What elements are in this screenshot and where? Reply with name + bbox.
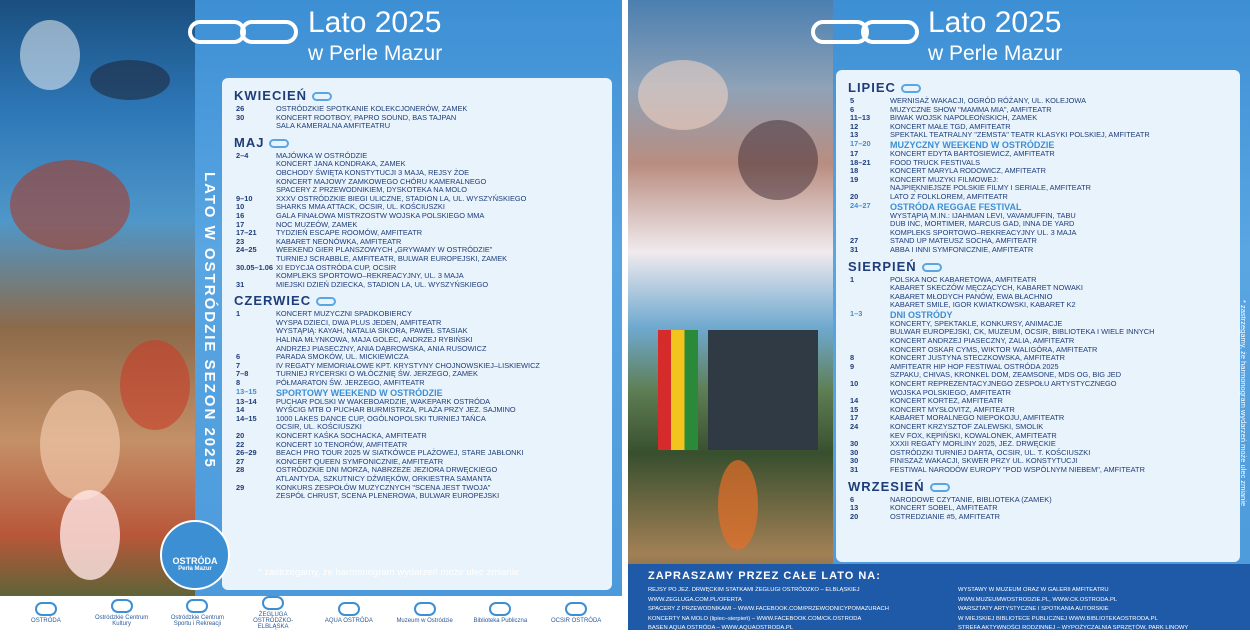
event-date: 31 (850, 464, 859, 474)
footer-line: STREFA AKTYWNOŚCI RODZINNEJ – WYPOŻYCZALNIA SPRZĘTÓW, PARK LINOWY (958, 625, 1189, 632)
event-title: ATLANTYDA, SZKUTNICY DŹWIĘKÓW, ORKIESTRA SAMANTA (276, 473, 492, 483)
event-date: 14 (236, 405, 245, 415)
event-date: 1 (850, 274, 855, 284)
event-date (230, 327, 276, 336)
footer-line: REJSY PO JEZ. DRWĘCKIM STATKAMI ŻEGLUGI OSTRÓDZKO – ELBLĄSKIEJ (648, 587, 860, 593)
footer-col-1 (648, 586, 948, 634)
event-date: 17 (850, 413, 859, 423)
sponsor-logo (319, 602, 379, 624)
logo-mark-icon (489, 602, 511, 616)
event-title: NOC MUZEÓW, ZAMEK (276, 219, 358, 229)
infinity-icon (901, 84, 921, 93)
month-heading (848, 259, 1232, 274)
event-date: 24–27 (850, 200, 871, 210)
logo-mark-icon (414, 602, 436, 616)
event-date (230, 178, 276, 187)
event-title: KONKURS ZESPOŁÓW MUZYCZNYCH "SCENA JEST TWOJA" (276, 482, 491, 492)
event-title: OSTRÓDA REGGAE FESTIVAL (890, 201, 1022, 212)
event-title: KABARET MŁODYCH PANÓW, EWA BŁACHNIO (890, 291, 1053, 301)
event-title: BIWAK WOJSK NAPOLEOŃSKICH, ZAMEK (890, 113, 1038, 123)
left-poster (0, 0, 622, 630)
event-title: BEACH PRO TOUR 2025 W SIATKÓWCE PLAŻOWEJ, STARE JABŁONKI (276, 448, 524, 458)
event-date (844, 220, 890, 229)
event-title: FINISZAŻ WAKACJI, SKWER PRZY UL. KONSTYTUCJI (890, 456, 1078, 466)
logo-text: OCSIR OSTRÓDA (550, 618, 602, 624)
event-row (844, 466, 1232, 475)
logo-mark-icon (565, 602, 587, 616)
logo-text: Muzeum w Ostródzie (396, 618, 453, 624)
event-date: 18 (850, 166, 859, 176)
event-title: TYDZIEŃ ESCAPE ROOMÓW, AMFITEATR (276, 228, 423, 238)
event-date: 7–8 (236, 369, 249, 379)
event-date: 22 (236, 439, 245, 449)
month-name: KWIECIEŃ (234, 88, 307, 103)
event-date: 8 (850, 353, 855, 363)
event-title: OCSIR, UL. KOŚCIUSZKI (276, 422, 362, 432)
footer-line: BASEN AQUA OSTRÓDA – WWW.AQUAOSTRODA.PL (648, 625, 793, 632)
event-date: 27 (236, 456, 245, 466)
event-title: MUZYCZNY WEEKEND W OSTRÓDZIE (890, 139, 1055, 150)
event-title: NARODOWE CZYTANIE, BIBLIOTEKA (ZAMEK) (890, 494, 1052, 504)
event-title: KONCERTY, SPEKTAKLE, KONKURSY, ANIMACJE (890, 318, 1063, 328)
event-date: 17 (850, 148, 859, 158)
event-title: WYSPA DZIECI, DWA PLUS JEDEN, AMFITEATR (276, 317, 442, 327)
title-main: Lato 2025 (308, 6, 442, 39)
event-title: KOMPLEKS SPORTOWO–REKREACYJNY, UL. 3 MAJA (276, 271, 464, 281)
month-name: SIERPIEŃ (848, 258, 917, 274)
footer-line: KONCERTY NA MOLO (lipiec–sierpień) – WWW.FACEBOOK.COM/CK.OSTRODA (648, 615, 862, 622)
event-title: GALA FINAŁOWA MISTRZOSTW WOJSKA POLSKIEGO MMA (276, 210, 485, 220)
event-title: ANDRZEJ PIASECZNY, ANIA DĄBROWSKA, ANIA RUSOWICZ (276, 343, 487, 353)
infinity-icon (316, 297, 336, 306)
event-title: PÓŁMARATON ŚW. JERZEGO, AMFITEATR (276, 378, 425, 388)
event-date: 13–15 (236, 386, 257, 396)
ostroda-badge (160, 520, 230, 590)
event-date: 15 (850, 404, 859, 414)
event-title: SHARKS MMA ATTACK, OCSIR, UL. KOŚCIUSZKI (276, 202, 445, 212)
event-date: 13 (850, 130, 859, 140)
event-row (230, 281, 604, 290)
event-date (844, 293, 890, 302)
sponsor-logo (546, 602, 606, 624)
event-date: 9–10 (236, 193, 253, 203)
event-title: KONCERT MUZYCZNI SPADKOBIERCY (276, 309, 412, 319)
event-title: OSTRÓDZKIE SPOTKANIE KOLEKCJONERÓW, ZAMEK (276, 104, 468, 113)
event-date (230, 122, 276, 131)
logo-infinity-icon (188, 20, 246, 44)
title-sub: w Perle Mazur (308, 42, 443, 65)
event-date: 26 (236, 104, 245, 113)
month-heading (234, 293, 604, 308)
event-row (844, 131, 1232, 140)
event-date: 20 (850, 511, 859, 521)
event-title: NAJPIĘKNIEJSZE POLSKIE FILMY I SERIALE, AMFITEATR (890, 183, 1091, 193)
event-title: WYŚCIG MTB O PUCHAR BURMISTRZA, PLAŻA PRZY JEZ. SAJMINO (276, 405, 516, 415)
event-date: 27 (850, 236, 859, 246)
event-date (230, 492, 276, 501)
event-date: 30 (850, 439, 859, 449)
festival-crowd-photo (628, 0, 833, 630)
logo-text: OSTRÓDA (31, 618, 61, 624)
event-title: KONCERT KORTEZ, AMFITEATR (890, 396, 1003, 406)
event-date: 30.05–1.06 (236, 262, 273, 272)
sponsor-logo (395, 602, 455, 624)
event-title: KEV FOX, KĘPIŃSKI, KOWALONEK, AMFITEATR (890, 430, 1057, 440)
logo-text: Biblioteka Publiczna (473, 618, 528, 624)
event-title: KONCERT QUEEN SYMFONICZNIE, AMFITEATR (276, 456, 444, 466)
vertical-season-text: LATO W OSTRÓDZIE SEZON 2025 (201, 171, 218, 469)
event-date (844, 320, 890, 329)
event-date: 30 (850, 447, 859, 457)
logo-mark-icon (111, 599, 133, 613)
event-row (230, 379, 604, 388)
summer-offers-footer (628, 564, 1250, 641)
event-title: DNI OSTRÓDY (890, 309, 953, 320)
event-title: KONCERT KAŚKA SOCHACKA, AMFITEATR (276, 431, 427, 440)
infinity-icon (930, 483, 950, 492)
title-sub: w Perle Mazur (928, 42, 1063, 65)
event-date (844, 212, 890, 221)
event-date: 20 (236, 431, 245, 440)
event-row (844, 246, 1232, 255)
month-heading (848, 80, 1232, 95)
event-row (844, 193, 1232, 202)
event-title: SALA KAMERALNA AMFITEATRU (276, 121, 391, 131)
event-title: WERNISAŻ WAKACJI, OGRÓD RÓŻANY, UL. KOLEJOWA (890, 96, 1087, 105)
footer-line: PARK COLLISA – MINI GOLF, LINARIUM, PUMPTRACK, GOKARTY – WWW.OCSIR.PL (958, 634, 1188, 641)
month-heading (234, 135, 604, 150)
footer-line: WYSTAWY W MUZEUM ORAZ W GALERII AMFITEATRU (958, 587, 1109, 593)
event-date: 31 (236, 279, 245, 289)
event-title: MIEJSKI DZIEŃ DZIECKA, STADION LA, UL. WYSZYŃSKIEGO (276, 279, 489, 289)
sponsor-logo (243, 596, 303, 630)
event-date: 26–29 (236, 448, 257, 458)
month-name: MAJ (234, 134, 265, 150)
right-poster (628, 0, 1250, 641)
event-row (844, 513, 1232, 522)
event-title: XXXV OSTRÓDZKIE BIEGI ULICZNE, STADION LA, UL. WYSZYŃSKIEGO (276, 193, 527, 203)
event-title: OBCHODY ŚWIĘTA KONSTYTUCJI 3 MAJA, REJSY ŻOE (276, 167, 470, 177)
month-heading (234, 88, 604, 103)
event-date (230, 319, 276, 328)
event-row (230, 122, 604, 131)
event-title: OSTRÓDZKIE DNI MORZA, NABRZEŻE JEZIORA DRWĘCKIEGO (276, 465, 498, 475)
badge-name: OSTRÓDA (172, 556, 218, 566)
schedule-card-left (222, 78, 612, 590)
event-title: KONCERT OSKAR CYMS, WIKTOR WALIGÓRA, AMFITEATR (890, 344, 1098, 354)
event-title: KONCERT REPREZENTACYJNEGO ZESPOŁU ARTYSTYCZNEGO (890, 379, 1117, 389)
logo-text: Ostródzkie Centrum Kultury (94, 615, 149, 627)
event-date: 1–3 (850, 308, 863, 318)
event-title: KONCERT JANA KONDRAKA, ZAMEK (276, 159, 406, 169)
event-title: KONCERT JUSTYNA STECZKOWSKA, AMFITEATR (890, 353, 1065, 363)
event-title: 1000 LAKES DANCE CUP, OGÓLNOPOLSKI TURNIEJ TAŃCA (276, 413, 486, 423)
event-title: KONCERT ANDRZEJ PIASECZNY, ZALIA, AMFITEATR (890, 336, 1075, 346)
event-title: ZESPÓŁ CHRUST, SCENA PLENEROWA, BULWAR EUROPEJSKI (276, 491, 500, 501)
event-title: WYSTĄPIĄ M.IN.: IJAHMAN LEVI, VAVAMUFFIN, TABU (890, 210, 1076, 220)
logo-infinity-icon (861, 20, 919, 44)
sponsor-logos (0, 596, 622, 630)
event-date: 23 (236, 236, 245, 246)
event-date (844, 328, 890, 337)
event-title: PARADA SMOKÓW, UL. MICKIEWICZA (276, 352, 409, 362)
event-date: 30 (850, 456, 859, 466)
event-title: WEEKEND GIER PLANSZOWYCH „GRYWAMY W OSTRÓDZIE" (276, 245, 493, 255)
badge-sub: Perła Mazur (178, 566, 212, 572)
footer-col-2 (958, 586, 1248, 644)
event-date: 12 (850, 121, 859, 131)
event-date: 11–13 (850, 113, 871, 123)
event-date: 17–21 (236, 228, 257, 238)
event-title: OSTREDZIANIE #5, AMFITEATR (890, 511, 1000, 521)
event-title: KABARET NEONÓWKA, AMFITEATR (276, 236, 402, 246)
disclaimer-vertical: * zastrzegamy, że harmonogram wydarzeń może ulec zmianie (1239, 300, 1248, 507)
event-title: KONCERT EDYTA BARTOSIEWICZ, AMFITEATR (890, 148, 1055, 158)
event-date: 19 (850, 174, 859, 184)
event-title: KONCERT SOBEL, AMFITEATR (890, 503, 998, 513)
month-name: WRZESIEŃ (848, 478, 925, 494)
event-date: 28 (236, 465, 245, 475)
event-title: FESTIWAL NARODÓW EUROPY "POD WSPÓLNYM NIEBEM", AMFITEATR (890, 464, 1145, 474)
event-date: 6 (850, 494, 855, 504)
event-title: WOJSKA POLSKIEGO, AMFITEATR (890, 387, 1012, 397)
logo-mark-icon (35, 602, 57, 616)
event-date: 6 (236, 352, 241, 362)
sponsor-logo (470, 602, 530, 624)
event-title: KOMPLEKS SPORTOWO–REKREACYJNY UL. 3 MAJA (890, 227, 1077, 237)
event-date: 8 (236, 378, 241, 388)
event-title: ABBA I INNI SYMFONICZNIE, AMFITEATR (890, 244, 1034, 254)
month-name: CZERWIEC (234, 293, 312, 309)
schedule-card-right (836, 70, 1240, 562)
event-title: KABARET SKECZÓW MĘCZĄCYCH, KABARET NOWAKI (890, 283, 1083, 293)
event-title: KONCERT MARYLA RODOWICZ, AMFITEATR (890, 166, 1046, 176)
footer-line: W MIEJSKIEJ BIBLIOTECE PUBLICZNEJ WWW.BIBLIOTEKAOSTRODA.PL (958, 615, 1158, 622)
event-title: KONCERT MUZYKI FILMOWEJ: (890, 174, 999, 184)
event-date: 9 (850, 361, 855, 371)
event-date: 10 (850, 379, 859, 389)
disclaimer-note: * zastrzegamy, że harmonogram wydarzeń może ulec zmianie (258, 567, 520, 578)
event-title: STAND UP MATEUSZ SOCHA, AMFITEATR (890, 236, 1037, 246)
event-date: 20 (850, 191, 859, 201)
logo-text: Ostródzkie Centrum Sportu i Rekreacji (170, 615, 225, 627)
event-date: 10 (236, 202, 245, 212)
event-title: KONCERT KRZYSZTOF ZALEWSKI, SMOLIK (890, 422, 1044, 431)
event-date: 17–20 (850, 138, 871, 148)
logo-text: ŻEGLUGA OSTRÓDZKO-ELBLĄSKA (253, 612, 294, 630)
event-title: MAJÓWKA W OSTRÓDZIE (276, 150, 368, 160)
logo-text: AQUA OSTRÓDA (324, 618, 373, 624)
event-title: KONCERT 10 TENORÓW, AMFITEATR (276, 439, 408, 449)
event-title: SPEKTAKL TEATRALNY "ZEMSTA" TEATR KLASYKI POLSKIEJ, AMFITEATR (890, 130, 1150, 140)
event-date: 5 (850, 96, 855, 105)
footer-line: WWW.ZEGLUGA.COM.PL/OFERTA (648, 596, 742, 603)
event-title: FOOD TRUCK FESTIVALS (890, 157, 981, 167)
event-title: TURNIEJ RYCERSKI O WŁÓCZNIĘ ŚW. JERZEGO, ZAMEK (276, 369, 478, 379)
event-date: 14–15 (236, 413, 257, 423)
event-title: MUZYCZNE SHOW "MAMMA MIA", AMFITEATR (890, 104, 1052, 114)
event-date: 13–14 (236, 396, 257, 406)
event-title: BULWAR EUROPEJSKI, CK, MUZEUM, OCSIR, BIBLIOTEKA I WIELE INNYCH (890, 327, 1155, 337)
infinity-icon (922, 263, 942, 272)
event-title: XI EDYCJA OSTRÓDA CUP, OCSIR (276, 262, 397, 272)
event-date: 7 (236, 360, 241, 370)
event-title: SPORTOWY WEEKEND W OSTRÓDZIE (276, 387, 443, 398)
footer-line: WARSZTATY ARTYSTYCZNE I SPOTKANIA AUTORSKIE (958, 606, 1109, 613)
event-date (230, 160, 276, 169)
event-row (844, 301, 1232, 310)
title-main: Lato 2025 (928, 6, 1062, 39)
event-date: 29 (236, 482, 245, 492)
footer-line: SPACERY Z PRZEWODNIKAMI – WWW.FACEBOOK.COM/PRZEWODNICYPOMAZURACH (648, 606, 889, 613)
footer-line: WWW.MUZEUMWOSTRODZIE.PL, WWW.CK.OSTRODA.PL (958, 596, 1118, 603)
logo-mark-icon (262, 596, 284, 610)
event-date: 1 (236, 309, 241, 319)
event-title: LATO Z FOLKLOREM, AMFITEATR (890, 191, 1008, 201)
event-date: 31 (850, 244, 859, 254)
event-date (844, 337, 890, 346)
event-date: 13 (850, 503, 859, 513)
event-date: 30 (236, 112, 245, 122)
event-date (230, 169, 276, 178)
sponsor-logo (167, 599, 227, 627)
sponsor-logo (16, 602, 76, 624)
month-heading (848, 479, 1232, 494)
event-title: XXXII REGATY MORLINY 2025, JEZ. DRWĘCKIE (890, 439, 1056, 449)
infinity-icon (269, 139, 289, 148)
event-date (844, 284, 890, 293)
month-name: LIPIEC (848, 80, 896, 95)
event-title: PUCHAR POLSKI W WAKEBOARDZIE, WAKEPARK OSTRÓDA (276, 396, 491, 406)
event-title: IV REGATY MEMORIAŁOWE KPT. KRYSTYNY CHOJNOWSKIEJ–LISKIEWICZ (276, 360, 540, 370)
event-date: 6 (850, 104, 855, 114)
event-title: KABARET MORALNEGO NIEPOKOJU, AMFITEATR (890, 413, 1065, 423)
event-date (230, 336, 276, 345)
event-date: 18–21 (850, 157, 871, 167)
infinity-icon (312, 92, 332, 101)
event-date: 14 (850, 396, 859, 406)
logo-mark-icon (186, 599, 208, 613)
event-title: SZPAKU, CHIVAS, KRONKEL DOM, ZEAMSONE, MDS OG, BIG JED (890, 370, 1122, 380)
event-date: 24–25 (236, 245, 257, 255)
logo-infinity-icon (240, 20, 298, 44)
sponsor-logo (92, 599, 152, 627)
footer-heading: ZAPRASZAMY PRZEZ CAŁE LATO NA: (648, 570, 881, 582)
event-title: AMFITEATR HIP HOP FESTIWAL OSTRÓDA 2025 (890, 361, 1059, 371)
event-row (230, 492, 604, 501)
event-title: HALINA MŁYNKOWA, MAJA GOLEC, ANDRZEJ RYBIŃSKI (276, 335, 473, 345)
event-date: 24 (850, 422, 859, 431)
event-title: KONCERT MAŁE TGD, AMFITEATR (890, 121, 1011, 131)
event-title: KABARET SMILE, IGOR KWIATKOWSKI, KABARET K2 (890, 300, 1076, 310)
event-title: KONCERT MAJOWY ZAMKOWEGO CHÓRU KAMERALNEGO (276, 176, 487, 186)
event-title: WYSTĄPIĄ: KAYAH, NATALIA SIKORA, PAWEŁ STASIAK (276, 326, 468, 336)
event-date: 2–4 (236, 150, 249, 160)
event-date: 17 (236, 219, 245, 229)
logo-mark-icon (338, 602, 360, 616)
event-title: OSTRÓDZKI TURNIEJ DARTA, OCSIR, UL. T. KOŚCIUSZKI (890, 447, 1091, 457)
event-title: KONCERT ROOTBOY, PAPRO SOUND, BAS TAJPAN (276, 112, 457, 122)
event-title: KONCERT MYSŁOVITZ, AMFITEATR (890, 404, 1015, 414)
event-title: SPACERY Z PRZEWODNIKIEM, DYSKOTEKA NA MOLO (276, 185, 467, 195)
event-title: TURNIEJ SCRABBLE, AMFITEATR, BULWAR EUROPEJSKI, ZAMEK (276, 253, 508, 263)
event-title: POLSKA NOC KABARETOWA, AMFITEATR (890, 274, 1037, 284)
event-title: DUB INC, MORTIMER, MARCUS GAD, INNA DE YARD (890, 219, 1075, 229)
event-date: 16 (236, 210, 245, 220)
